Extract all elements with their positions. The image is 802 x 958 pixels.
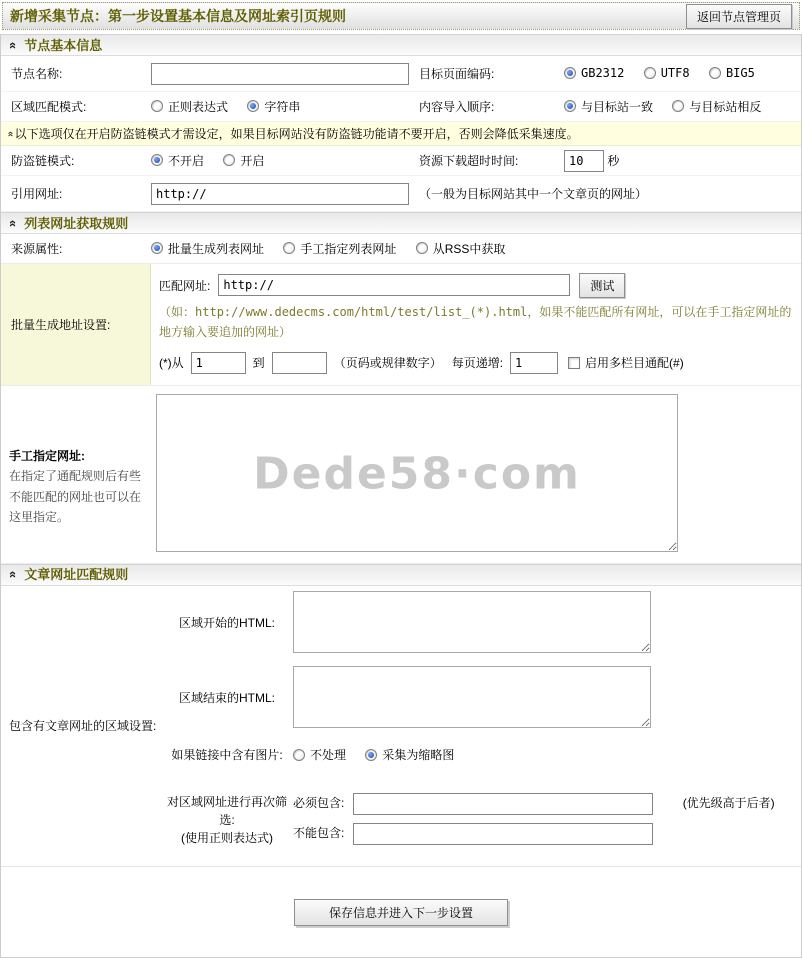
from-label: (*)从: [159, 356, 184, 371]
radio-big5[interactable]: BIG5: [709, 66, 755, 80]
page-title: 新增采集节点：第一步设置基本信息及网址索引页规则: [10, 8, 346, 24]
node-name-input[interactable]: [151, 63, 409, 85]
row-url-filter: [161, 774, 801, 866]
url-filter-fields: [293, 790, 783, 850]
must-contain-hint: (优先级高于后者): [682, 795, 775, 810]
not-contain-group: [293, 820, 783, 846]
radio-reverse-of-target[interactable]: 与目标站相反: [672, 98, 761, 115]
radio-antileech-on[interactable]: 开启: [223, 152, 264, 169]
batch-range-line: [159, 347, 799, 379]
main-panel: [0, 34, 802, 958]
not-contain-label: 不能包含:: [293, 825, 345, 840]
manual-urls-desc: 在指定了通配规则后有些不能匹配的网址也可以在这里指定。: [9, 469, 142, 524]
row-start-html: [161, 586, 801, 661]
article-rules-body: [1, 586, 801, 867]
multi-column-label: 启用多栏目通配(#): [585, 356, 684, 371]
footer: [1, 867, 801, 957]
manual-urls-textarea[interactable]: [156, 394, 678, 552]
match-mode-label: 区域匹配模式:: [11, 100, 87, 114]
page-from-input[interactable]: [191, 352, 246, 374]
step-label: 每页递增:: [451, 356, 504, 371]
example-url: http://www.dedecms.com/html/test/list_(*).html: [195, 305, 528, 319]
ref-url-input[interactable]: [151, 183, 409, 205]
manual-urls-field: [156, 394, 678, 555]
end-html-label: 区域结束的HTML:: [178, 691, 275, 706]
antileech-note: [1, 122, 801, 146]
back-to-node-manager-button[interactable]: 返回节点管理页: [686, 4, 792, 29]
page-header: [2, 2, 800, 30]
section-title-list-rules: 列表网址获取规则: [24, 215, 129, 231]
radio-from-rss[interactable]: 从RSS中获取: [416, 240, 506, 257]
source-type-radio-group: [151, 240, 801, 258]
radio-image-ignore[interactable]: 不处理: [293, 746, 346, 763]
source-type-label: 来源属性:: [11, 242, 63, 256]
match-url-label: 匹配网址:: [159, 278, 211, 293]
row-image-handling: [161, 736, 801, 774]
timeout-field: [564, 150, 801, 172]
row-manual-urls: [1, 386, 801, 564]
area-settings-label: 包含有文章网址的区域设置:: [9, 719, 157, 734]
row-end-html: [161, 661, 801, 736]
collapse-icon: «: [6, 41, 22, 49]
antileech-label: 防盗链模式:: [11, 154, 75, 168]
batch-settings-label-cell: [1, 264, 151, 385]
timeout-label: 资源下载超时时间:: [419, 154, 519, 168]
section-header-article-rules: [1, 564, 801, 586]
save-and-next-button[interactable]: 保存信息并进入下一步设置: [294, 899, 508, 926]
ref-url-label: 引用网址:: [11, 187, 63, 201]
row-node-name: [1, 56, 801, 92]
radio-string[interactable]: 字符串: [247, 98, 300, 115]
batch-hint: （如：http://www.dedecms.com/html/test/list_(*).html，如果不能匹配所有网址，可以在手工指定网址的地方输入要追加的网址）: [159, 305, 792, 340]
antileech-note-text: 以下选项仅在开启防盗链模式才需设定，如果目标网站没有防盗链功能请不要开启，否则会降低采集速度。: [14, 127, 579, 141]
end-html-textarea[interactable]: [293, 666, 651, 728]
note-icon: «: [4, 130, 16, 137]
section-title-article-rules: 文章网址匹配规则: [24, 567, 129, 583]
import-order-radio-group: [564, 98, 801, 116]
must-contain-label: 必须包含:: [293, 795, 345, 810]
radio-icon[interactable]: [672, 100, 684, 112]
row-ref-url: [1, 176, 801, 212]
to-label: 到: [252, 356, 265, 371]
radio-icon[interactable]: [151, 154, 163, 166]
radio-icon[interactable]: [151, 242, 163, 254]
radio-utf8[interactable]: UTF8: [644, 66, 690, 80]
must-contain-group: [293, 796, 775, 810]
row-match-mode: [1, 92, 801, 122]
radio-icon[interactable]: [644, 67, 656, 79]
radio-icon[interactable]: [247, 100, 259, 112]
manual-urls-label-cell: [1, 394, 151, 555]
collapse-icon: «: [6, 219, 22, 227]
test-button[interactable]: 测试: [579, 273, 625, 298]
start-html-label: 区域开始的HTML:: [178, 616, 275, 631]
timeout-unit: 秒: [607, 153, 620, 168]
match-mode-radio-group: [151, 98, 419, 116]
row-antileech: [1, 146, 801, 176]
section-header-basic-info: [1, 34, 801, 56]
radio-antileech-off[interactable]: 不开启: [151, 152, 204, 169]
not-contain-input[interactable]: [353, 823, 653, 845]
radio-icon[interactable]: [223, 154, 235, 166]
ref-url-hint: （一般为目标网站其中一个文章页的网址）: [419, 187, 648, 201]
import-order-label: 内容导入顺序:: [419, 100, 495, 114]
area-settings-label-cell: [1, 586, 161, 866]
radio-icon[interactable]: [365, 749, 377, 761]
watermark: Dede58·com: [253, 448, 581, 500]
start-html-textarea[interactable]: [293, 591, 651, 653]
radio-manual-specify[interactable]: 手工指定列表网址: [283, 240, 396, 257]
node-name-label: 节点名称:: [11, 67, 63, 81]
radio-icon[interactable]: [564, 67, 576, 79]
radio-batch-generate[interactable]: 批量生成列表网址: [151, 240, 264, 257]
encoding-radio-group: [564, 66, 801, 82]
manual-urls-label: 手工指定网址:: [9, 448, 85, 463]
batch-settings-label: 批量生成地址设置:: [11, 317, 111, 332]
antileech-radio-group: [151, 152, 419, 170]
section-title-basic-info: 节点基本信息: [24, 37, 103, 53]
radio-icon[interactable]: [564, 100, 576, 112]
target-encoding-label: 目标页面编码:: [419, 67, 495, 81]
must-contain-input[interactable]: [353, 793, 653, 815]
row-source-type: [1, 234, 801, 264]
area-settings-fields: [161, 586, 801, 866]
radio-gb2312[interactable]: GB2312: [564, 66, 624, 80]
image-handling-radio-group: [293, 746, 801, 764]
row-batch-settings: [1, 264, 801, 386]
radio-icon[interactable]: [293, 749, 305, 761]
radio-icon[interactable]: [151, 100, 163, 112]
image-handling-label: 如果链接中含有图片:: [171, 747, 283, 762]
match-url-input[interactable]: [218, 274, 570, 296]
batch-settings-body: [151, 264, 802, 385]
timeout-input[interactable]: [564, 150, 604, 172]
section-header-list-rules: [1, 212, 801, 234]
range-hint: （页码或规律数字）: [333, 356, 442, 371]
radio-icon[interactable]: [416, 242, 428, 254]
radio-image-thumbnail[interactable]: 采集为缩略图: [365, 746, 454, 763]
url-filter-label: 对区域网址进行再次筛选: (使用正则表达式): [166, 794, 287, 845]
radio-icon[interactable]: [709, 67, 721, 79]
page-step-input[interactable]: [510, 352, 558, 374]
radio-icon[interactable]: [283, 242, 295, 254]
page-to-input[interactable]: [272, 352, 327, 374]
collapse-icon: «: [6, 571, 22, 579]
radio-same-as-target[interactable]: 与目标站一致: [564, 98, 653, 115]
multi-column-checkbox[interactable]: [568, 357, 580, 369]
radio-regex[interactable]: 正则表达式: [151, 98, 228, 115]
